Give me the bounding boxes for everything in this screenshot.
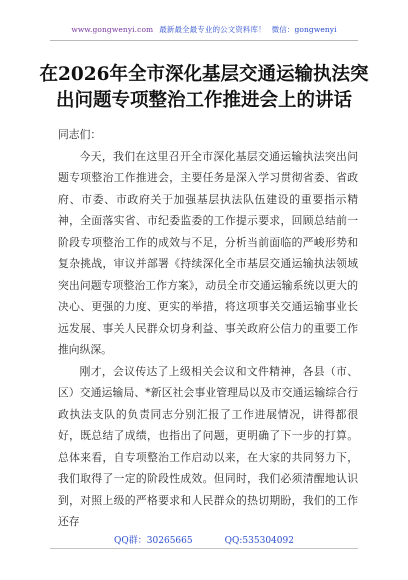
title-line-1: 在2026年全市深化基层交通运输执法突 bbox=[39, 64, 369, 85]
footer-divider bbox=[50, 548, 358, 549]
footer-qq-group: QQ群：30265665 bbox=[114, 536, 193, 546]
header-website: www.gongwenyi.com bbox=[71, 25, 154, 34]
document-title bbox=[30, 62, 378, 114]
paragraph-2: 刚才，会议传达了上级相关会议和文件精神，各县（市、区）交通运输局、*新区社会事业管理局以及市交通运输综合行政执法支队的负责同志分别汇报了工作进展情况，讲得都很好，既总结了成绩，也指出了问题，更明确了下一步的打算。总体来看，自专项整治工作启动以来，在大家的共同努力下，我们取得了一定的阶段性成效。但同时，我们必须清醒地认识到，对照上级的严格要求和人民群众的热切期盼，我们的工作还存 bbox=[58, 364, 358, 528]
title-line-2: 出问题专项整治工作推进会上的讲话 bbox=[55, 90, 352, 111]
page-footer bbox=[0, 533, 408, 546]
salutation: 同志们： bbox=[58, 128, 102, 141]
footer-qq: QQ:535304092 bbox=[224, 536, 294, 546]
header-divider bbox=[50, 40, 358, 41]
document-body bbox=[58, 124, 358, 533]
header-wechat: 微信：gongwenyi bbox=[271, 25, 337, 34]
header-slogan: 最新最全最专业的公文资料库！ bbox=[159, 25, 266, 34]
paragraph-1: 今天，我们在这里召开全市深化基层交通运输执法突出问题专项整治工作推进会，主要任务是深入学习贯彻省委、省政府、市委、市政府关于加强基层执法队伍建设的重要指示精神，全面落实省、市纪委监委的工作提示要求，回顾总结前一阶段专项整治工作的成效与不足，分析当前面临的严峻形势和复杂挑战，审议并部署《持续深化全市基层交通运输执法领域突出问题专项整治工作方案》，动员全市交通运输系统以更大的决心、更强的力度、更实的举措，将这项事关交通运输事业长远发展、事关人民群众切身利益、事关政府公信力的重要工作推向纵深。 bbox=[58, 149, 358, 356]
